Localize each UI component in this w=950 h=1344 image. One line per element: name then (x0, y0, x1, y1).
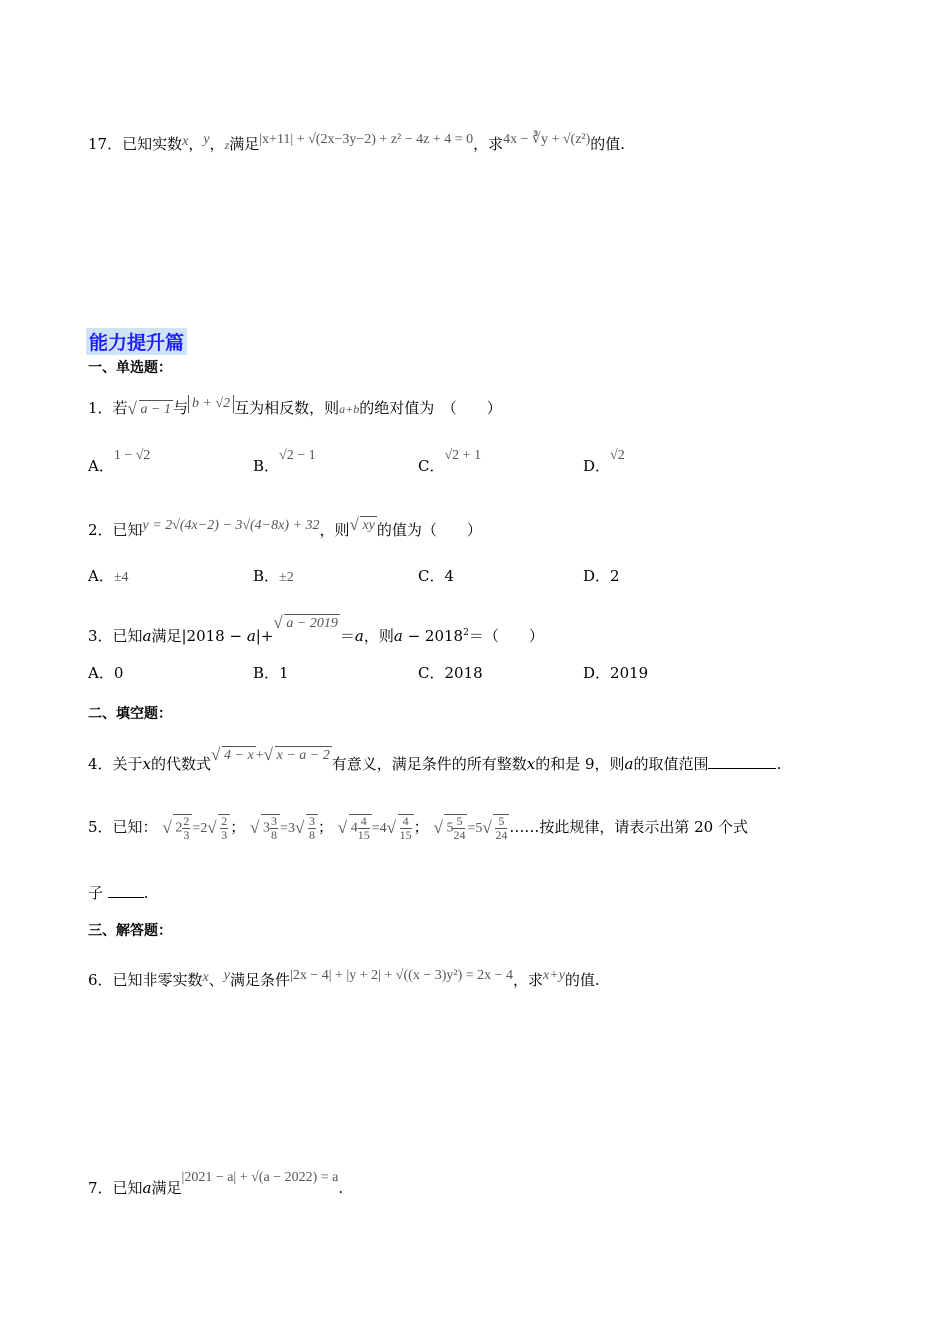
q4-radical-2: √ x − a − 2 (266, 746, 332, 766)
question-17: 17．已知实数x，y，z满足|x+11| + √(2x−3y−2) + z² − 4z + 4 = 0，求4x − ∛y + √(z²)的值. (88, 132, 626, 153)
q1-option-c[interactable]: C．√2 + 1 (418, 448, 482, 475)
q1-option-b[interactable]: B．√2 − 1 (253, 448, 316, 475)
q3-radical: √ a − 2019 (275, 614, 339, 634)
q4-radical-1: √ 4 − x (213, 746, 256, 766)
question-7: 7．已知a满足|2021 − a| + √(a − 2022) = a. (88, 1170, 344, 1197)
q3-option-d[interactable]: D．2019 (583, 664, 649, 682)
q3-option-a[interactable]: A．0 (88, 664, 124, 682)
q5-item-2: √ 3 $\frac{3}{8}$ (252, 812, 280, 846)
part-heading-answer: 三、解答题： (88, 923, 172, 939)
q17-expression-formula: 4x − ∛y + √(z²) (503, 132, 591, 147)
part-heading-single-choice: 一、单选题： (88, 360, 172, 376)
question-2: 2．已知y = 2√(4x−2) − 3√(4−8x) + 32，则√ xy 的值为（ ） (88, 516, 482, 540)
q5-item-1: √ 2 $\frac{2}{3}$ (164, 812, 192, 846)
q3-option-c[interactable]: C．2018 (418, 664, 483, 682)
q1-radical: √ a − 1 (130, 400, 173, 420)
question-5-continued: 子 . (88, 884, 149, 902)
q2-equation: y = 2√(4x−2) − 3√(4−8x) + 32 (142, 518, 320, 533)
q1-absolute: b + √2 (188, 395, 234, 413)
q5-item-3: √ 4 $\frac{4}{15}$ (340, 812, 372, 846)
question-1: 1．若√ a − 1 与 b + √2 互为相反数，则a+b的绝对值为 （ ） (88, 395, 502, 420)
q2-option-c[interactable]: C．4 (418, 567, 455, 585)
q2-option-d[interactable]: D．2 (583, 567, 620, 585)
question-3: 3．已知a满足|2018 − a|+√ a − 2019＝a，则$a - 2018^2=$（ ） (88, 614, 544, 646)
section-title: 能力提升篇 (86, 328, 187, 355)
q7-equation: |2021 − a| + √(a − 2022) = a (181, 1170, 339, 1185)
q1-option-d[interactable]: D．√2 (583, 448, 625, 475)
q17-condition-formula: |x+11| + √(2x−3y−2) + z² − 4z + 4 = 0 (259, 132, 474, 147)
q4-answer-blank[interactable] (708, 754, 776, 769)
q5-answer-blank[interactable] (108, 883, 144, 898)
part-heading-fill-in: 二、填空题： (88, 706, 172, 722)
q5-item-4: √ 5 $\frac{5}{24}$ (435, 812, 467, 846)
q3-option-b[interactable]: B．1 (253, 664, 289, 682)
q2-radical: √ xy (351, 516, 376, 536)
question-4: 4．关于x的代数式√ 4 − x +√ x − a − 2 有意义，满足条件的所有整数x的和是 9，则a的取值范围 . (88, 746, 781, 774)
q1-option-a[interactable]: A．1 − √2 (88, 448, 151, 475)
question-6: 6．已知非零实数x、y满足条件|2x − 4| + |y + 2| + √((x − 3)y²) = 2x − 4，求x+y的值. (88, 968, 600, 989)
q6-equation: |2x − 4| + |y + 2| + √((x − 3)y²) = 2x − 4 (290, 968, 514, 983)
q2-option-a[interactable]: A．±4 (88, 567, 129, 585)
q2-option-b[interactable]: B．±2 (253, 567, 294, 585)
question-5: 5．已知： √ 2 $\frac{2}{3}$ =2 √ $\frac{2}{3}$ ； √ 3 $\frac{3}{8}$ =3 √ $\frac{3}{8}$ ； √ 4 $\frac{4}{15}$ =4 √ $\frac{4}{15}$ ； √ 5 $\frac{5}{24}$ =5 √ $\frac{5}{24}$ ……按此规律，请表示出第 20 个式 (88, 810, 748, 846)
